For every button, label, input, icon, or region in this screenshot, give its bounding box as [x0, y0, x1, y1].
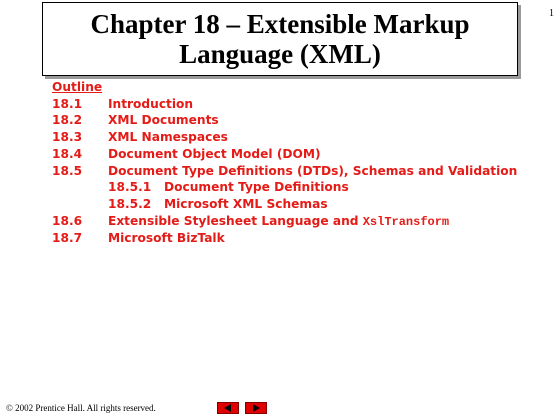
copyright-footer: © 2002 Prentice Hall. All rights reserved.: [6, 403, 156, 413]
outline-subitem-text: Document Type Definitions: [164, 180, 349, 195]
slide-title: [90, 9, 469, 69]
outline-item: [52, 112, 517, 129]
slide-title-line-2: Language (XML): [179, 39, 381, 69]
outline-item: [52, 213, 517, 231]
outline-item-number: 18.2: [52, 113, 83, 128]
outline-item-text: XML Documents: [108, 113, 219, 128]
outline-subitem-number: 18.5.1: [108, 180, 152, 195]
outline-item-text: Document Object Model (DOM): [108, 146, 321, 161]
outline-item-code: XslTransform: [362, 214, 450, 229]
outline-item: [52, 163, 517, 180]
slide-number: 1: [549, 8, 554, 19]
outline-subitem-number: 18.5.2: [108, 196, 152, 211]
outline-item-number: 18.6: [52, 213, 83, 228]
outline-subitem-text: Microsoft XML Schemas: [164, 196, 328, 211]
triangle-right-icon: [251, 404, 261, 412]
outline-item: [52, 146, 517, 163]
outline-item-number: 18.7: [52, 231, 83, 246]
outline-item-text: Microsoft BizTalk: [108, 231, 225, 246]
outline-item-text: XML Namespaces: [108, 130, 228, 145]
outline-item-text: Introduction: [108, 96, 194, 111]
outline-item-number: 18.1: [52, 96, 83, 111]
outline-item: [52, 230, 517, 247]
outline-item: [52, 96, 517, 113]
title-box: [42, 2, 518, 76]
outline: [52, 79, 517, 247]
slide-title-line-1: Chapter 18 – Extensible Markup: [90, 9, 470, 39]
outline-item-text: Document Type Definitions (DTDs), Schemas and Validation: [108, 163, 518, 178]
next-slide-button[interactable]: [245, 402, 267, 414]
outline-subitem: [52, 179, 517, 196]
previous-slide-button[interactable]: [217, 402, 239, 414]
outline-subitem: [52, 196, 517, 213]
slide-navigation: [217, 402, 267, 414]
triangle-left-icon: [223, 404, 233, 412]
outline-item-number: 18.5: [52, 163, 83, 178]
outline-item-text: [108, 213, 449, 231]
outline-item-text-main: Extensible Stylesheet Language and: [108, 213, 363, 228]
outline-item-number: 18.3: [52, 130, 83, 145]
outline-item: [52, 129, 517, 146]
outline-item-number: 18.4: [52, 146, 83, 161]
outline-heading: Outline: [52, 80, 103, 94]
